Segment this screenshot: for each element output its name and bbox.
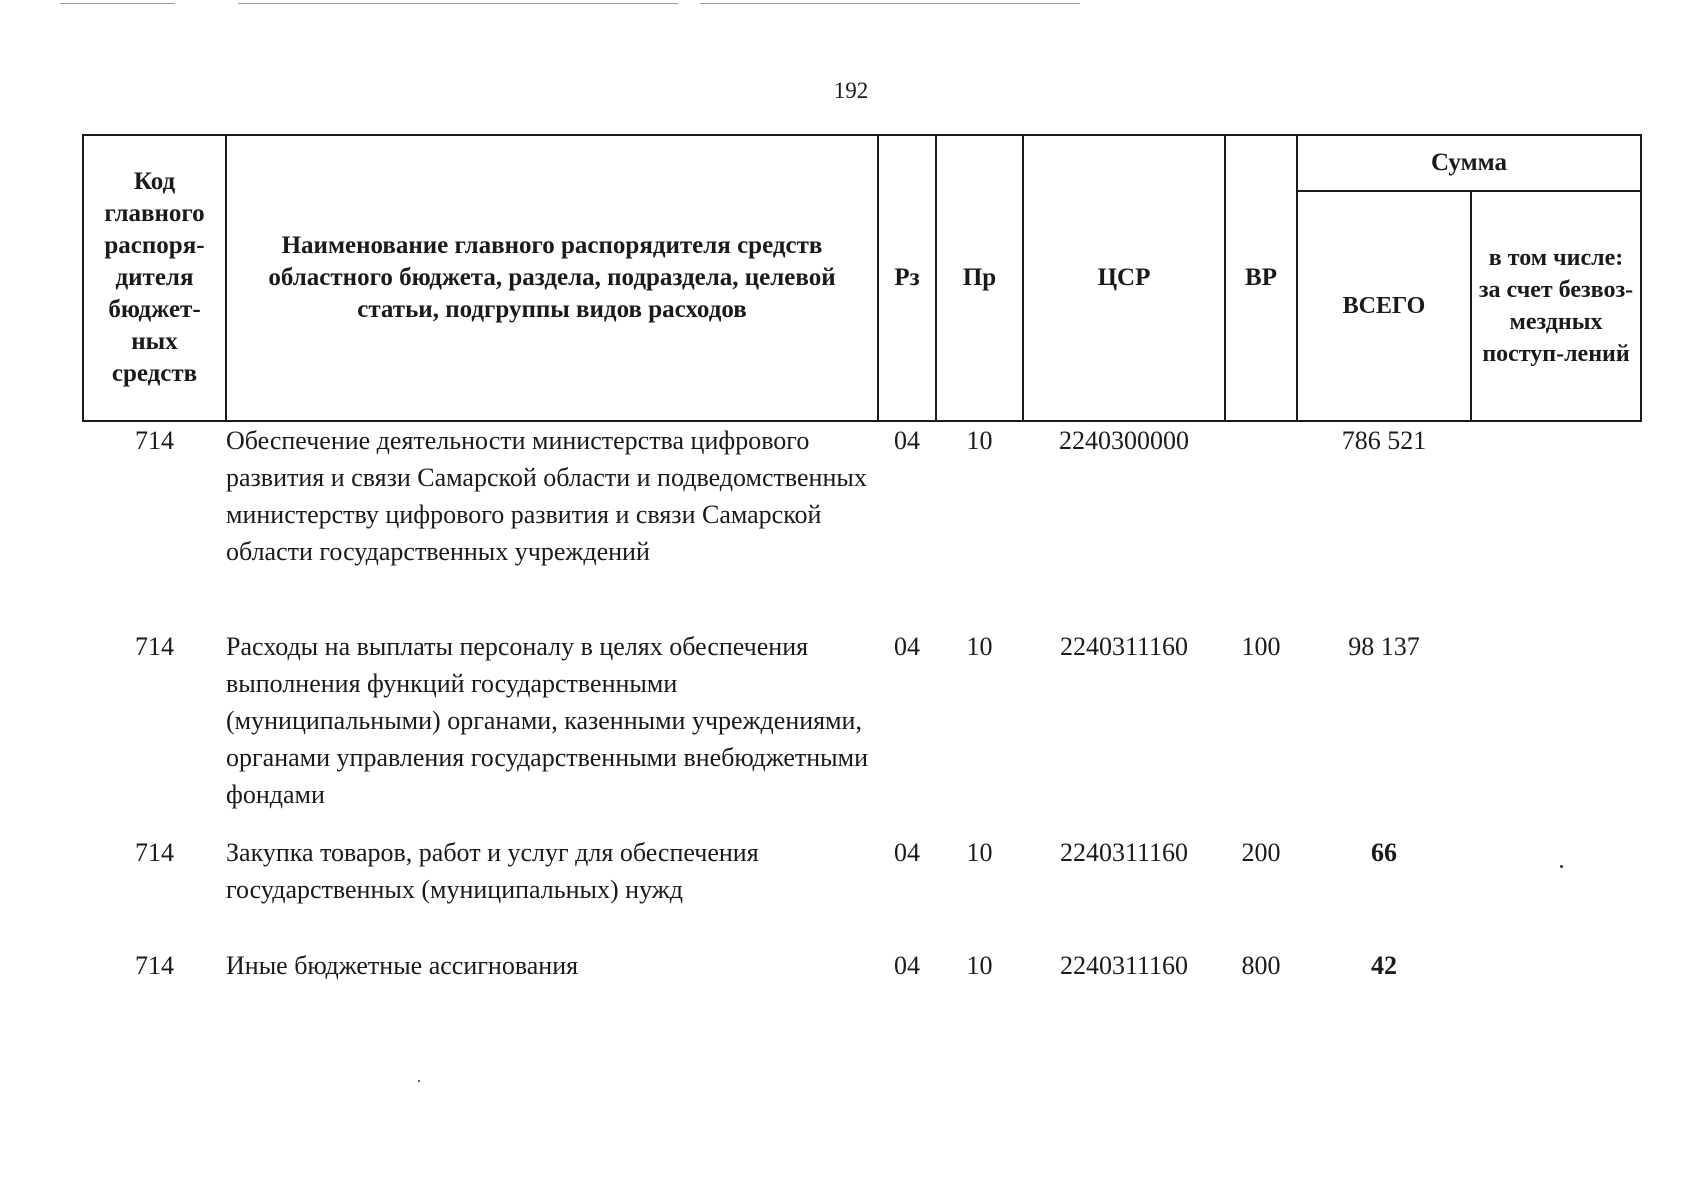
cell-rz: 04 <box>894 838 920 867</box>
header-name: Наименование главного распорядителя средств областного бюджета, раздела, подраздела, целевой статьи, подгруппы видов расходов <box>226 135 878 421</box>
cell-free-receipts <box>1471 421 1641 628</box>
cell-name: Обеспечение деятельности министерства цифрового развития и связи Самарской области и подведомственных министерству цифрового развития и связи Самарской области государственных учреждений <box>226 426 867 566</box>
table-header <box>83 135 1641 421</box>
table-row <box>83 947 1641 987</box>
page-number: 192 <box>833 78 869 103</box>
table-row <box>83 834 1641 947</box>
cell-name: Расходы на выплаты персоналу в целях обеспечения выполнения функций государственными (муниципальными) органами, казенными учреждениями, органами управления государственными внебюджетными фондами <box>226 632 869 809</box>
scan-edge-line <box>700 3 1080 4</box>
cell-pr: 10 <box>966 632 993 661</box>
cell-rz: 04 <box>894 951 920 980</box>
cell-code: 714 <box>135 426 174 455</box>
cell-total: 786 521 <box>1341 426 1427 455</box>
table-body <box>83 421 1641 987</box>
cell-free-receipts <box>1471 947 1641 987</box>
cell-total: 98 137 <box>1348 632 1420 661</box>
header-free-receipts: в том числе: за счет безвоз-мездных поступ-лений <box>1471 191 1641 421</box>
cell-name: Иные бюджетные ассигнования <box>226 951 579 980</box>
cell-pr: 10 <box>966 951 993 980</box>
cell-code: 714 <box>135 838 174 867</box>
cell-code: 714 <box>135 632 174 661</box>
cell-rz: 04 <box>894 632 920 661</box>
header-code: Код главного распоря-дителя бюджет-ных средств <box>83 135 226 421</box>
cell-csr: 2240311160 <box>1059 951 1189 980</box>
cell-free-receipts <box>1471 628 1641 834</box>
cell-pr: 10 <box>966 426 993 455</box>
scan-speck <box>1560 865 1563 868</box>
header-rz: Рз <box>878 135 936 421</box>
cell-total: 66 <box>1371 838 1397 867</box>
cell-vr: 100 <box>1241 632 1281 661</box>
header-pr: Пр <box>936 135 1023 421</box>
cell-csr: 2240311160 <box>1059 838 1189 867</box>
header-sum: Сумма <box>1297 135 1641 191</box>
table-row <box>83 421 1641 628</box>
header-csr: ЦСР <box>1023 135 1225 421</box>
header-vr: ВР <box>1225 135 1297 421</box>
cell-csr: 2240311160 <box>1059 632 1189 661</box>
cell-vr: 200 <box>1241 838 1281 867</box>
scan-edge-line <box>238 3 678 4</box>
budget-table <box>82 134 1642 987</box>
cell-total: 42 <box>1371 951 1397 980</box>
cell-vr: 800 <box>1241 951 1281 980</box>
cell-vr <box>1225 421 1297 628</box>
cell-pr: 10 <box>966 838 993 867</box>
cell-free-receipts <box>1471 834 1641 947</box>
cell-csr: 2240300000 <box>1059 426 1189 455</box>
cell-rz: 04 <box>894 426 920 455</box>
cell-name: Закупка товаров, работ и услуг для обеспечения государственных (муниципальных) нужд <box>226 838 759 904</box>
cell-code: 714 <box>135 951 174 980</box>
table-row <box>83 628 1641 834</box>
scan-speck <box>418 1080 420 1082</box>
scan-edge-line <box>60 3 175 4</box>
header-total: ВСЕГО <box>1297 191 1471 421</box>
